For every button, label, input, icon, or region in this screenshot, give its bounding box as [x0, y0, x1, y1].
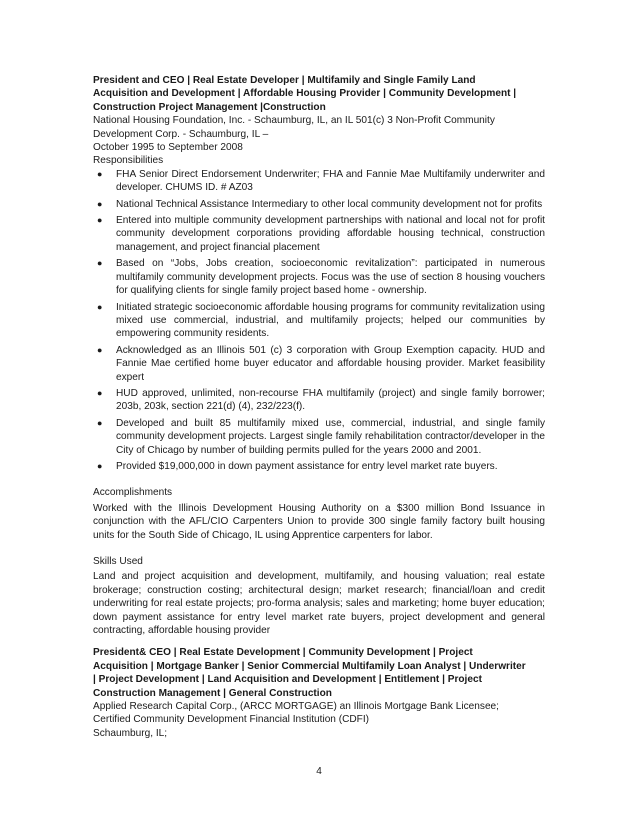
bullet-icon: ●	[97, 301, 103, 312]
list-item	[93, 387, 545, 414]
list-item-text: Developed and built 85 multifamily mixed use, commercial, industrial, and single family community development projects. Largest single family rehabilitation contractor/developer in the City of Chicago by number of building permits pulled for the years 2000 and 2001.	[116, 417, 545, 456]
list-item-text: Acknowledged as an Illinois 501 (c) 3 corporation with Group Exemption capacity. HUD and Fannie Mae certified home buyer educator and affordable housing provider. Market feasibility expert	[116, 344, 545, 383]
job1-dates: October 1995 to September 2008	[93, 142, 243, 154]
resume-page	[93, 74, 545, 740]
list-item	[93, 301, 545, 341]
bullet-icon: ●	[97, 168, 103, 179]
skills-heading: Skills Used	[93, 556, 143, 567]
list-item	[93, 344, 545, 384]
skills-text: Land and project acquisition and development, multifamily, and housing valuation; real estate brokerage; construction costing; architectural design; market research; financial/loan and credit underwriting for real estate projects; pro-forma analysis; sales and marketing; home buyer education; down payment assistance for entry level market rate buyers, project development and general contracting, affordable housing provider	[93, 571, 545, 637]
job1-title-line: President and CEO | Real Estate Developer | Multifamily and Single Family Land	[93, 75, 476, 86]
job2-location: Schaumburg, IL;	[93, 727, 168, 739]
bullet-icon: ●	[97, 215, 103, 226]
list-item	[93, 460, 545, 473]
list-item	[93, 168, 545, 195]
accomplishments-heading: Accomplishments	[93, 487, 173, 499]
job2-org	[93, 700, 545, 740]
bullet-icon: ●	[97, 258, 103, 269]
list-item	[93, 198, 545, 211]
job2-title-line: President& CEO | Real Estate Development | Community Development | Project	[93, 647, 473, 659]
bullet-icon: ●	[97, 344, 103, 355]
list-item	[93, 257, 545, 297]
bullet-icon: ●	[97, 387, 103, 398]
job2-title-line: Acquisition | Mortgage Banker | Senior Commercial Multifamily Loan Analyst | Underwriter	[93, 660, 526, 672]
list-item-text: Initiated strategic socioeconomic affordable housing programs for community revitalization using mixed use commercial, industrial, and multifamily projects; helped our communities by empowering community residents.	[116, 301, 546, 340]
job2-org-line: Certified Community Development Financial Institution (CDFI)	[93, 714, 369, 726]
job1-org-line: Development Corp. - Schaumburg, IL –	[93, 128, 269, 140]
list-item	[93, 417, 545, 457]
bullet-icon: ●	[97, 460, 103, 471]
job2-title-line: | Project Development | Land Acquisition and Development | Entitlement | Project	[93, 674, 482, 686]
job1-title	[93, 74, 545, 114]
list-item-text: HUD approved, unlimited, non-recourse FHA multifamily (project) and single family borrower; 203b, 203k, section 221(d) (4), 232/223(f).	[116, 387, 545, 413]
page-number: 4	[316, 766, 322, 777]
list-item-text: Based on “Jobs, Jobs creation, socioeconomic revitalization”: participated in numerous multifamily community development projects. Focus was the use of section 8 housing vouchers for qualifying clients for single family project based home - ownership.	[116, 258, 545, 297]
bullet-icon: ●	[97, 417, 103, 428]
job2-title	[93, 646, 545, 700]
job1-org-line: National Housing Foundation, Inc. - Schaumburg, IL, an IL 501(c) 3 Non-Profit Community	[93, 115, 495, 127]
accomplishments-text: Worked with the Illinois Development Housing Authority on a $300 million Bond Issuance in conjunction with the AFL/CIO Carpenters Union to provide 300 single family factory built housing units for the South Side of Chicago, IL using Apprentice carpenters for labor.	[93, 502, 545, 541]
list-item-text: Entered into multiple community development partnerships with national and local not for profit community development corporations providing affordable housing technical, construction management, and project financial placement	[116, 215, 545, 253]
bullet-icon: ●	[97, 198, 103, 209]
list-item-text: FHA Senior Direct Endorsement Underwriter; FHA and Fannie Mae Multifamily underwriter and developer. CHUMS ID. # AZ03	[116, 168, 545, 194]
list-item	[93, 214, 545, 254]
job1-title-line: Construction Project Management |Construction	[93, 101, 326, 113]
responsibilities-heading: Responsibilities	[93, 155, 164, 167]
job2-title-line: Construction Management | General Construction	[93, 687, 332, 699]
job2-org-line: Applied Research Capital Corp., (ARCC MORTGAGE) an Illinois Mortgage Bank Licensee;	[93, 701, 499, 713]
job1-org	[93, 114, 545, 168]
list-item-text: Provided $19,000,000 in down payment assistance for entry level market rate buyers.	[116, 460, 498, 472]
job1-title-line: Acquisition and Development | Affordable Housing Provider | Community Development |	[93, 88, 517, 100]
responsibilities-list	[93, 168, 545, 474]
list-item-text: National Technical Assistance Intermediary to other local community development not for profits	[116, 198, 543, 210]
